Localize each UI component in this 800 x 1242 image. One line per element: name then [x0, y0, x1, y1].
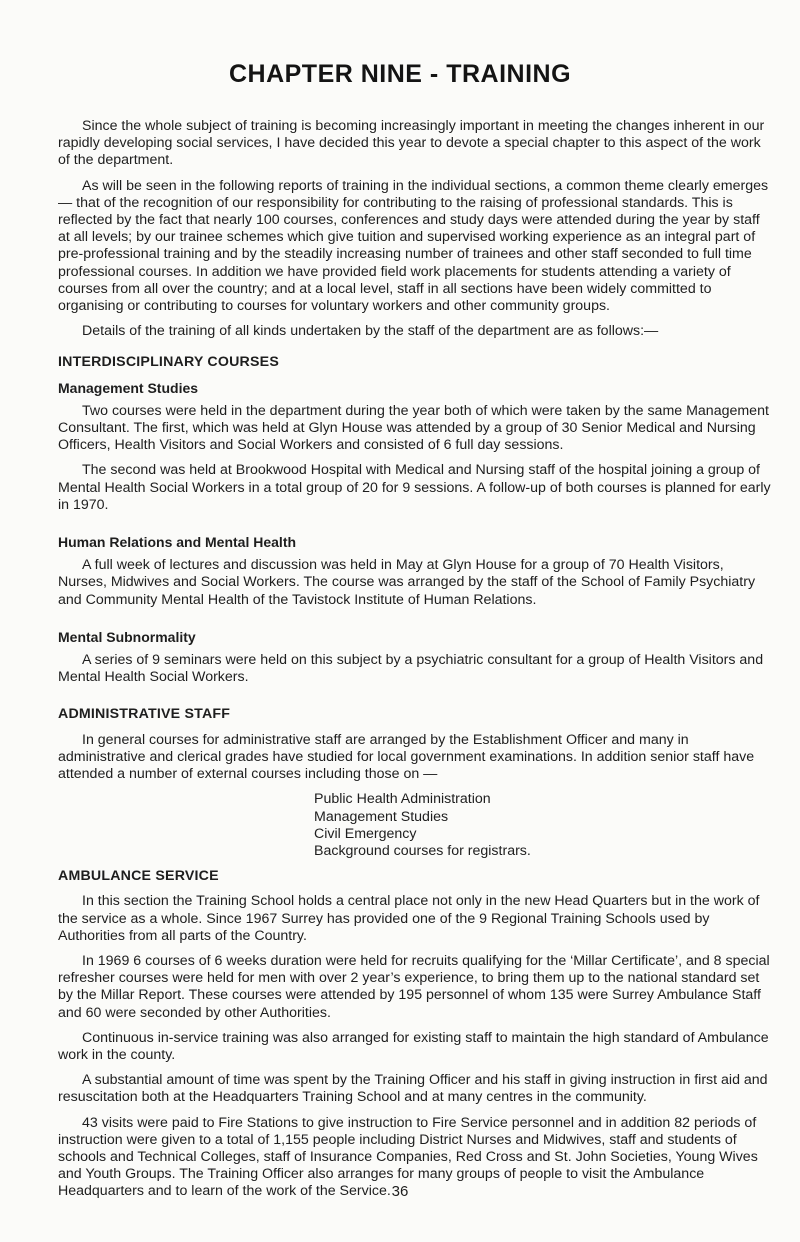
- body-paragraph: Two courses were held in the department during the year both of which were taken by the same Management Consultant. The first, which was held at Glyn House was attended by a group of 30 Senior Medical and Nursing Officers, Health Visitors and Social Workers and consisted of 6 full day sessions.: [58, 402, 769, 454]
- intro-paragraph: As will be seen in the following reports of training in the individual sections, a common theme clearly emerges — that of the recognition of our responsibility for contributing to the raising of professional standards. This is reflected by the fact that nearly 100 courses, conferences and study days were attended during the year by staff at all levels; by our trainee schemes which give tuition and supervised working experience as an integral part of pre-professional training and by the steadily increasing number of trainees and other staff seconded to full time professional courses. In addition we have provided field work placements for students attending a variety of courses from all over the country; and at a local level, staff in all sections have been widely committed to organising or contributing to courses for voluntary workers and other community groups.: [58, 177, 769, 315]
- section-heading-interdisciplinary: INTERDISCIPLINARY COURSES: [58, 354, 279, 371]
- list-item: Management Studies: [314, 808, 449, 825]
- body-paragraph: In this section the Training School holds a central place not only in the new Head Quarters but in the work of the service as a whole. Since 1967 Surrey has provided one of the 9 Regional Training Schools used by Authorities from all parts of the Country.: [58, 893, 760, 944]
- intro-paragraph: Since the whole subject of training is becoming increasingly important in meeting the changes inherent in our rapidly developing social services, I have decided this year to devote a special chapter to this aspect of the work of the department.: [58, 118, 765, 169]
- list-item: Public Health Administration: [314, 791, 491, 808]
- chapter-title: CHAPTER NINE - TRAINING: [228, 60, 572, 88]
- subheading-mental-subnormality: Mental Subnormality: [58, 628, 196, 645]
- body-paragraph: In general courses for administrative staff are arranged by the Establishment Officer and many in administrative and clerical grades have studied for local government examinations. In addition senior staff have attended a number of external courses including those on —: [58, 731, 755, 783]
- body-paragraph: In 1969 6 courses of 6 weeks duration were held for recruits qualifying for the ‘Millar Certificate’, and 8 special refresher courses were held for men with over 2 year’s experience, to bring them up to the national standard set by the Millar Report. These courses were attended by 195 personnel of whom 135 were Surrey Ambulance Staff and 60 were seconded by other Authorities.: [58, 952, 770, 1021]
- section-heading-administrative: ADMINISTRATIVE STAFF: [58, 706, 231, 723]
- body-paragraph: A full week of lectures and discussion was held in May at Glyn House for a group of 70 Health Visitors, Nurses, Midwives and Social Workers. The course was arranged by the staff of the School of Family Psychiatry and Community Mental Health of the Tavistock Institute of Human Relations.: [58, 557, 756, 608]
- external-courses-list: [314, 791, 774, 860]
- section-heading-ambulance: AMBULANCE SERVICE: [58, 868, 219, 885]
- list-item: Background courses for registrars.: [314, 842, 531, 859]
- document-body: [58, 118, 774, 1209]
- intro-paragraph: Details of the training of all kinds undertaken by the staff of the department are as follows:—: [82, 323, 659, 340]
- list-item: Civil Emergency: [314, 825, 417, 842]
- body-paragraph: The second was held at Brookwood Hospital with Medical and Nursing staff of the hospital joining a group of Mental Health Social Workers in a total group of 20 for 9 sessions. A follow-up of both courses is planned for early in 1970.: [58, 462, 771, 513]
- page-number: 36: [391, 1183, 409, 1200]
- subheading-management-studies: Management Studies: [58, 379, 199, 396]
- body-paragraph: A series of 9 seminars were held on this subject by a psychiatric consultant for a group of Health Visitors and Mental Health Social Workers.: [58, 652, 764, 686]
- subheading-human-relations: Human Relations and Mental Health: [58, 534, 297, 551]
- body-paragraph: A substantial amount of time was spent by the Training Officer and his staff in giving instruction in first aid and resuscitation both at the Headquarters Training School and at many centres in the community.: [58, 1072, 768, 1106]
- body-paragraph: Continuous in-service training was also arranged for existing staff to maintain the high standard of Ambulance work in the county.: [58, 1029, 769, 1063]
- body-paragraph: 43 visits were paid to Fire Stations to give instruction to Fire Service personnel and in addition 82 periods of instruction were given to a total of 1,155 people including District Nurses and Midwives, staff and students of schools and Technical Colleges, staff of Insurance Companies, Red Cross and St. John Societies, Young Wives and Youth Groups. The Training Officer also arranges for many groups of people to visit the Ambulance Headquarters and to learn of the work of the Service.: [58, 1114, 758, 1200]
